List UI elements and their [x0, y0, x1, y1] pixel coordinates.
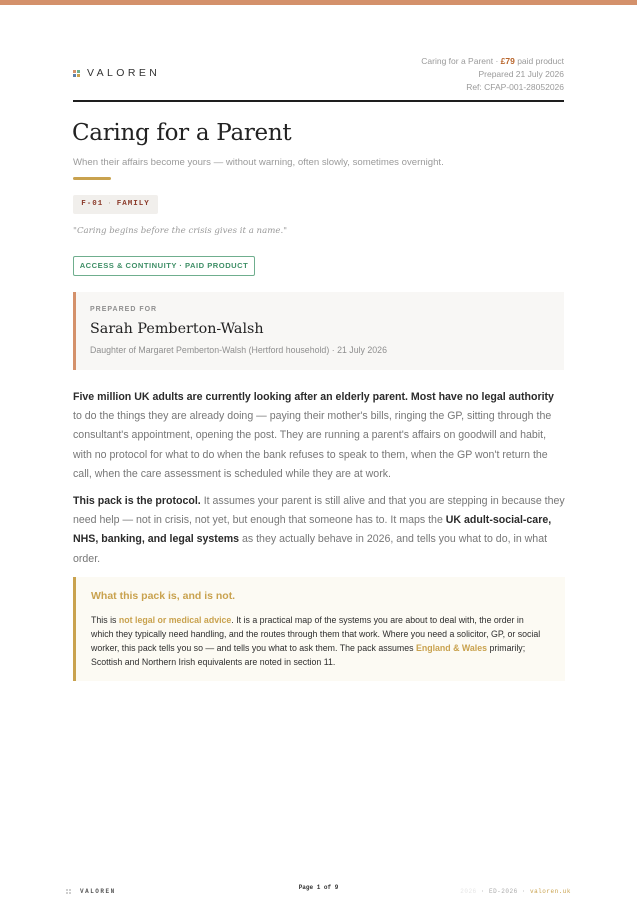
epigraph-quote: "Caring begins before the crisis gives it a name.": [73, 226, 288, 236]
disclaimer-text: primarily; Scottish and Northern Irish equivalents are noted in section 11.: [91, 643, 526, 667]
product-name: Caring for a Parent ·: [421, 56, 501, 66]
footer-year: 2026: [460, 888, 477, 895]
footer-mark-square: [66, 892, 68, 894]
intro-paragraph-2: [73, 492, 565, 569]
disclaimer-text: . It is a practical map of the systems you are about to deal with, the order in which they typically need handling, and the routes through them that work. Where you need a solicitor, GP, or social worker, this pack tells you so — and tells you what to ask them. The pack assumes: [91, 615, 541, 653]
code-separator: ·: [107, 200, 113, 208]
intro-p1-lead: Five million UK adults are currently looking after an elderly parent. Most have no legal authority: [73, 391, 554, 403]
prepared-for-card: [73, 292, 564, 370]
disclaimer-highlight: not legal or medical advice: [118, 615, 232, 625]
intro-p2-end: as they actually behave in 2026, and tells you what to do, in what order.: [73, 533, 548, 565]
product-type: paid product: [514, 56, 564, 66]
header-divider: [73, 100, 564, 102]
document-meta: [421, 55, 564, 94]
page-title: Caring for a Parent: [72, 120, 292, 146]
reference-number: Ref: CFAP-001-28052026: [466, 82, 564, 92]
page-number: Page 1 of 9: [298, 884, 339, 891]
product-price: £79: [500, 56, 515, 66]
intro-p2-lead: This pack is the protocol.: [73, 495, 201, 507]
intro-p2-text: It assumes your parent is still alive and that you are stepping in because they need help — not in crisis, not yet, but enough that someone has to. It maps the: [73, 495, 565, 527]
disclaimer-body: [91, 613, 546, 669]
brand-logo: [73, 67, 160, 79]
footer-edition-code: · ED-2026 ·: [480, 888, 526, 895]
brand-mark-icon: [73, 70, 80, 77]
jurisdiction-highlight: England & Wales: [415, 643, 488, 653]
intro-p1-text: to do the things they are already doing — paying their mother's bills, ringing the GP, sitting through the consultant's appointment, opening the post. They are running a parent's affairs on goodwill and habit, with no protocol for what to do when the bank refuses to speak to them, when the GP won't return the call, when the care assessment is scheduled while they are at work.: [73, 410, 552, 480]
footer-brand-name: VALOREN: [80, 888, 116, 895]
intro-paragraph-1: [73, 388, 565, 484]
product-tag: ACCESS & CONTINUITY · PAID PRODUCT: [73, 256, 255, 276]
document-code: F-01: [81, 200, 104, 208]
product-line: [421, 55, 564, 68]
disclaimer-callout: [73, 577, 565, 681]
prepared-for-label: PREPARED FOR: [90, 306, 158, 313]
document-code-chip: [73, 195, 158, 214]
brand-mark-square: [77, 74, 80, 77]
recipient-name: Sarah Pemberton-Walsh: [90, 321, 264, 337]
brand-name: VALOREN: [87, 67, 161, 79]
brand-mark-square: [73, 70, 76, 73]
footer-website-link[interactable]: valoren.uk: [529, 888, 571, 895]
brand-mark-square: [77, 70, 80, 73]
document-category: FAMILY: [116, 200, 150, 208]
page-subtitle: When their affairs become yours — without warning, often slowly, sometimes overnight.: [73, 157, 444, 168]
prepared-date: Prepared 21 July 2026: [478, 69, 564, 79]
footer-mark-square: [69, 892, 71, 894]
top-accent-stripe: [0, 0, 637, 5]
disclaimer-text: This is: [91, 615, 119, 625]
disclaimer-title: What this pack is, and is not.: [91, 590, 236, 602]
title-accent-bar: [73, 177, 111, 180]
intro-p2-systems: UK adult-social-care, NHS, banking, and legal systems: [73, 514, 552, 546]
recipient-detail: Daughter of Margaret Pemberton-Walsh (Hertford household) · 21 July 2026: [90, 345, 387, 355]
brand-mark-square: [73, 74, 76, 77]
footer-edition: [460, 888, 571, 895]
